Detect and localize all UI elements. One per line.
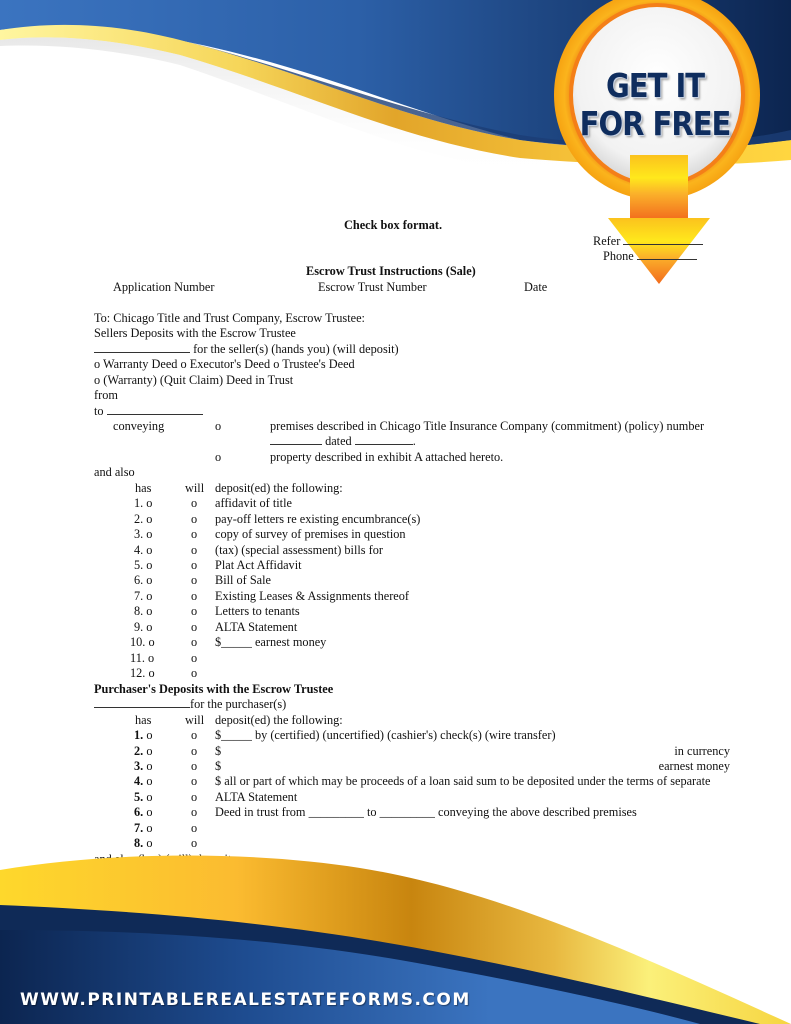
seller-item-1-text: affidavit of title xyxy=(215,496,292,510)
seller-item-7-will[interactable]: o xyxy=(191,589,198,603)
date-label: Date xyxy=(524,280,548,294)
seller-item-11-has[interactable]: 11. o xyxy=(130,651,155,665)
purchaser-item-2-num: 2. xyxy=(134,744,144,758)
seller-item-8-has[interactable]: 8. o xyxy=(134,604,153,618)
seller-item-2-will[interactable]: o xyxy=(191,512,198,526)
conveying-option-2-text: property described in exhibit A attached hereto. xyxy=(270,450,504,464)
purchaser-item-7-box[interactable]: o xyxy=(146,821,153,835)
seller-item-11-will[interactable]: o xyxy=(191,651,198,665)
seller-item-5-has[interactable]: 5. o xyxy=(134,558,153,572)
purchaser-item-1-num: 1. xyxy=(134,728,144,742)
seller-col-desc: deposit(ed) the following: xyxy=(215,481,343,495)
seller-item-3-text: copy of survey of premises in question xyxy=(215,527,406,541)
seller-item-10-text: $_____ earnest money xyxy=(215,635,327,649)
purchaser-item-2-text: $ xyxy=(215,744,222,758)
purchaser-item-3-box[interactable]: o xyxy=(146,759,153,773)
purchaser-item-3-right: earnest money xyxy=(658,759,730,773)
seller-item-2-has[interactable]: 2. o xyxy=(134,512,153,526)
purchaser-col-will: will xyxy=(185,713,205,727)
purchaser-item-7-num: 7. xyxy=(134,821,144,835)
purchaser-item-6-will[interactable]: o xyxy=(191,805,198,819)
seller-item-12-will[interactable]: o xyxy=(191,666,198,680)
conveying-option-1-checkbox[interactable]: o xyxy=(215,419,222,433)
sellers-heading: Sellers Deposits with the Escrow Trustee xyxy=(94,326,296,340)
dated-label: dated xyxy=(325,434,352,448)
seller-item-1-has[interactable]: 1. o xyxy=(134,496,153,510)
badge-line-2: FOR FREE xyxy=(579,103,731,143)
seller-col-will: will xyxy=(185,481,205,495)
purchaser-col-has: has xyxy=(135,713,152,727)
purchaser-item-1-text: $_____ by (certified) (uncertified) (cashier's) check(s) (wire transfer) xyxy=(215,728,556,742)
seller-item-4-has[interactable]: 4. o xyxy=(134,543,153,557)
seller-item-8-will[interactable]: o xyxy=(191,604,198,618)
purchaser-item-6-num: 6. xyxy=(134,805,144,819)
seller-item-7-has[interactable]: 7. o xyxy=(134,589,153,603)
footer-website-link[interactable]: WWW.PRINTABLEREALESTATEFORMS.COM xyxy=(20,990,471,1010)
purchaser-col-desc: deposit(ed) the following: xyxy=(215,713,343,727)
seller-line-text: for the seller(s) (hands you) (will deposit) xyxy=(193,342,399,356)
seller-col-has: has xyxy=(135,481,152,495)
seller-item-8-text: Letters to tenants xyxy=(215,604,300,618)
seller-item-5-will[interactable]: o xyxy=(191,558,198,572)
deed-options-1[interactable]: o Warranty Deed o Executor's Deed o Trustee's Deed xyxy=(94,357,355,371)
seller-item-9-will[interactable]: o xyxy=(191,620,198,634)
document-title: Escrow Trust Instructions (Sale) xyxy=(306,264,476,278)
purchaser-item-1-box[interactable]: o xyxy=(146,728,153,742)
seller-item-10-will[interactable]: o xyxy=(191,635,198,649)
and-also-label: and also xyxy=(94,465,135,479)
seller-item-6-has[interactable]: 6. o xyxy=(134,573,153,587)
seller-item-10-has[interactable]: 10. o xyxy=(130,635,155,649)
seller-item-3-will[interactable]: o xyxy=(191,527,198,541)
seller-item-12-has[interactable]: 12. o xyxy=(130,666,155,680)
seller-item-6-text: Bill of Sale xyxy=(215,573,272,587)
seller-item-7-text: Existing Leases & Assignments thereof xyxy=(215,589,409,603)
purchaser-item-8-will[interactable]: o xyxy=(191,836,198,850)
purchaser-line-text: for the purchaser(s) xyxy=(190,697,287,711)
purchaser-item-2-right: in currency xyxy=(674,744,730,758)
purchaser-heading: Purchaser's Deposits with the Escrow Trustee xyxy=(94,682,334,696)
to-line: To: Chicago Title and Trust Company, Escrow Trustee: xyxy=(94,311,365,325)
purchaser-item-1-will[interactable]: o xyxy=(191,728,198,742)
purchaser-item-2-will[interactable]: o xyxy=(191,744,198,758)
seller-item-9-has[interactable]: 9. o xyxy=(134,620,153,634)
purchaser-item-6-text: Deed in trust from _________ to _________ conveying the above described premises xyxy=(215,805,637,819)
purchaser-item-3-will[interactable]: o xyxy=(191,759,198,773)
escrow-trust-number-label: Escrow Trust Number xyxy=(318,280,427,294)
refer-label-text: Refer xyxy=(593,234,621,248)
seller-item-1-will[interactable]: o xyxy=(191,496,198,510)
purchaser-item-5-text: ALTA Statement xyxy=(215,790,298,804)
phone-label-text: Phone xyxy=(603,249,634,263)
purchaser-item-5-will[interactable]: o xyxy=(191,790,198,804)
seller-item-2-text: pay-off letters re existing encumbrance(s) xyxy=(215,512,421,526)
purchaser-item-4-will[interactable]: o xyxy=(191,774,198,788)
format-note: Check box format. xyxy=(344,218,443,232)
purchaser-item-5-box[interactable]: o xyxy=(146,790,153,804)
conveying-option-2-checkbox[interactable]: o xyxy=(215,450,222,464)
purchaser-item-4-text: $ all or part of which may be proceeds of a loan said sum to be deposited under the terms of separate xyxy=(215,774,711,788)
seller-item-5-text: Plat Act Affidavit xyxy=(215,558,302,572)
purchaser-item-7-will[interactable]: o xyxy=(191,821,198,835)
purchaser-item-4-num: 4. xyxy=(134,774,144,788)
seller-item-6-will[interactable]: o xyxy=(191,573,198,587)
conveying-option-1-text: premises described in Chicago Title Insurance Company (commitment) (policy) number xyxy=(270,419,705,433)
purchaser-item-8-num: 8. xyxy=(134,836,144,850)
policy-number-line: dated . xyxy=(270,434,416,449)
purchaser-item-4-box[interactable]: o xyxy=(146,774,153,788)
seller-item-9-text: ALTA Statement xyxy=(215,620,298,634)
badge-line-1: GET IT xyxy=(605,65,705,105)
purchaser-item-3-text: $ xyxy=(215,759,222,773)
from-label: from xyxy=(94,388,118,402)
purchaser-item-8-box[interactable]: o xyxy=(146,836,153,850)
to-label-text: to xyxy=(94,404,104,418)
seller-item-4-will[interactable]: o xyxy=(191,543,198,557)
application-number-label: Application Number xyxy=(113,280,215,294)
seller-item-3-has[interactable]: 3. o xyxy=(134,527,153,541)
purchaser-item-3-num: 3. xyxy=(134,759,144,773)
conveying-label: conveying xyxy=(113,419,165,433)
purchaser-item-2-box[interactable]: o xyxy=(146,744,153,758)
seller-item-4-text: (tax) (special assessment) bills for xyxy=(215,543,384,557)
deed-options-2[interactable]: o (Warranty) (Quit Claim) Deed in Trust xyxy=(94,373,294,387)
purchaser-item-5-num: 5. xyxy=(134,790,144,804)
purchaser-item-6-box[interactable]: o xyxy=(146,805,153,819)
